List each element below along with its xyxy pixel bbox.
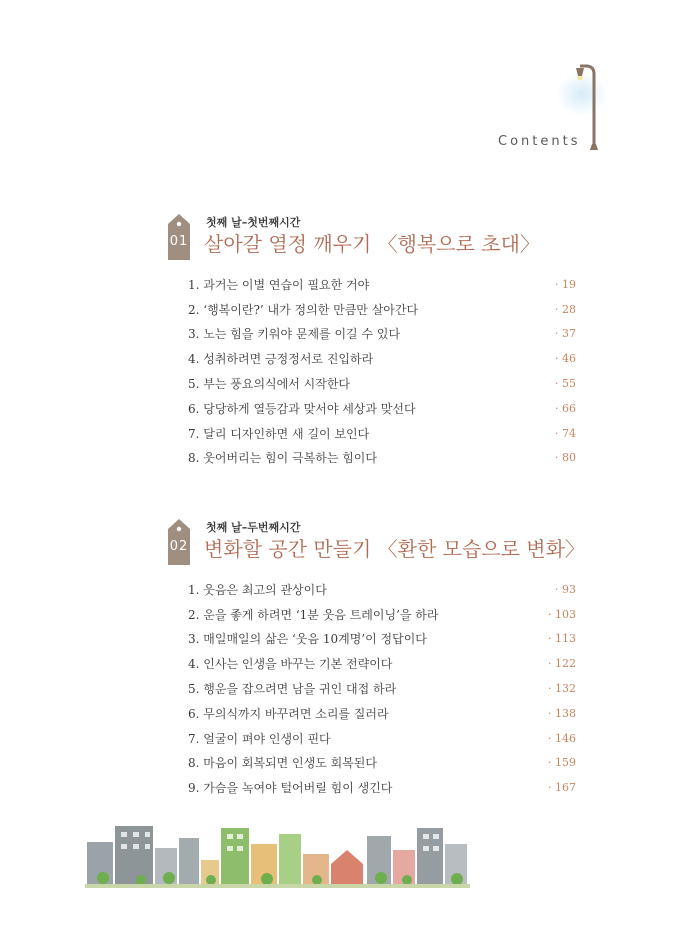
toc-item[interactable] — [188, 651, 576, 676]
toc-item-title: 7. 달리 디자인하면 새 길이 보인다 — [188, 426, 370, 441]
toc-item[interactable] — [188, 297, 576, 322]
toc-item-page: · 80 — [555, 451, 576, 465]
toc-item-title: 4. 성취하려면 긍정정서로 진입하라 — [188, 352, 374, 367]
section-subtitle: 첫째 날–두번째시간 — [206, 521, 301, 534]
toc-item[interactable] — [188, 775, 576, 800]
toc-item[interactable] — [188, 676, 576, 701]
section-01 — [160, 212, 580, 482]
toc-item[interactable] — [188, 602, 576, 627]
toc-item-page: · 138 — [548, 706, 576, 720]
toc-item-page: · 159 — [548, 756, 576, 770]
toc-item-title: 5. 행운을 잡으려면 남을 귀인 대접 하라 — [188, 682, 397, 697]
toc-item-title: 4. 인사는 인생을 바꾸는 기본 전략이다 — [188, 657, 393, 672]
toc-item-page: · 37 — [555, 327, 576, 341]
toc-item-page: · 146 — [548, 731, 576, 745]
toc-item-title: 3. 노는 힘을 키워야 문제를 이길 수 있다 — [188, 327, 401, 342]
contents-heading: Contents — [498, 134, 581, 149]
section-title: 살아갈 열정 깨우기 〈행복으로 초대〉 — [204, 232, 540, 256]
section-subtitle: 첫째 날–첫번째시간 — [206, 216, 301, 229]
toc-item-page: · 132 — [548, 682, 576, 696]
toc-item[interactable] — [188, 751, 576, 776]
toc-item[interactable] — [188, 421, 576, 446]
toc-item-page: · 74 — [555, 426, 576, 440]
section-number: 01 — [169, 234, 189, 249]
toc-item-page: · 103 — [548, 607, 576, 621]
toc-item[interactable] — [188, 346, 576, 371]
toc-item[interactable] — [188, 272, 576, 297]
toc-item-page: · 66 — [555, 401, 576, 415]
toc-item-title: 5. 부는 풍요의식에서 시작한다 — [188, 377, 350, 392]
toc-list — [188, 577, 576, 800]
toc-item[interactable] — [188, 446, 576, 471]
toc-item[interactable] — [188, 701, 576, 726]
toc-item-page: · 167 — [548, 781, 576, 795]
toc-list — [188, 272, 576, 470]
toc-item-title: 1. 웃음은 최고의 관상이다 — [188, 582, 327, 597]
toc-item-title: 9. 가슴을 녹여야 털어버릴 힘이 생긴다 — [188, 781, 393, 796]
toc-item-page: · 46 — [555, 352, 576, 366]
toc-item-page: · 19 — [555, 277, 576, 291]
section-number: 02 — [169, 539, 189, 554]
toc-item[interactable] — [188, 396, 576, 421]
toc-item[interactable] — [188, 726, 576, 751]
toc-item-title: 6. 무의식까지 바꾸려면 소리를 질러라 — [188, 706, 389, 721]
toc-item[interactable] — [188, 371, 576, 396]
toc-item[interactable] — [188, 627, 576, 652]
toc-item-page: · 113 — [548, 632, 576, 646]
section-title: 변화할 공간 만들기 〈환한 모습으로 변화〉 — [204, 537, 585, 561]
toc-item-title: 6. 당당하게 열등감과 맞서야 세상과 맞선다 — [188, 401, 416, 416]
toc-item-title: 3. 매일매일의 삶은 ‘웃음 10계명’이 정답이다 — [188, 632, 427, 647]
toc-item-title: 8. 웃어버리는 힘이 극복하는 힘이다 — [188, 451, 377, 466]
toc-item[interactable] — [188, 322, 576, 347]
toc-item-page: · 28 — [555, 302, 576, 316]
toc-item-title: 2. ‘행복이란?’ 내가 정의한 만큼만 살아간다 — [188, 302, 419, 317]
toc-item-title: 8. 마음이 회복되면 인생도 회복된다 — [188, 756, 377, 771]
toc-item-page: · 122 — [548, 657, 576, 671]
section-02 — [160, 517, 585, 807]
toc-item-title: 2. 운을 좋게 하려면 ‘1분 웃음 트레이닝’을 하라 — [188, 607, 439, 622]
toc-item-page: · 55 — [555, 377, 576, 391]
toc-item-title: 1. 과거는 이별 연습이 필요한 거야 — [188, 277, 370, 292]
city-skyline-illustration — [85, 820, 470, 888]
toc-item-page: · 93 — [555, 582, 576, 596]
toc-item-title: 7. 얼굴이 펴야 인생이 핀다 — [188, 731, 331, 746]
toc-item[interactable] — [188, 577, 576, 602]
